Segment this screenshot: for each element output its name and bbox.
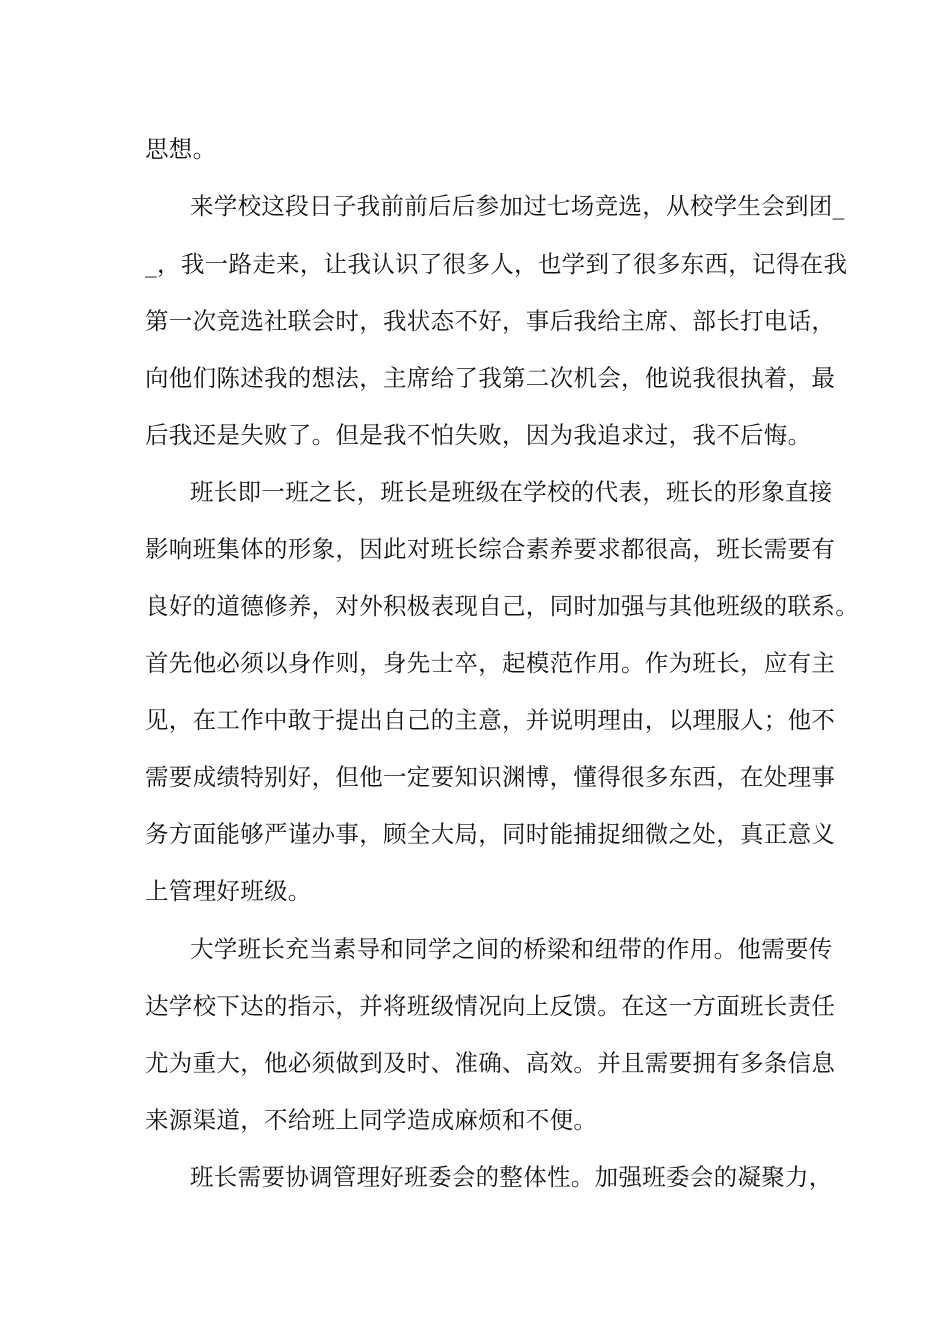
text-line: 思想。	[145, 135, 217, 163]
paragraph-first-line: 大学班长充当素导和同学之间的桥梁和纽带的作用。他需要传	[190, 935, 833, 963]
text-line: 良好的道德修养，对外积极表现自己，同时加强与其他班级的联系。	[145, 592, 859, 620]
text-line: 后我还是失败了。但是我不怕失败，因为我追求过，我不后悔。	[145, 421, 812, 449]
text-line: 见，在工作中敢于提出自己的主意，并说明理由，以理服人；他不	[145, 706, 836, 734]
text-line: 务方面能够严谨办事，顾全大局，同时能捕捉细微之处，真正意义	[145, 820, 836, 848]
text-line: 第一次竞选社联会时，我状态不好，事后我给主席、部长打电话，	[145, 307, 836, 335]
text-line: 需要成绩特别好，但他一定要知识渊博，懂得很多东西，在处理事	[145, 763, 836, 791]
paragraph-first-line: 班长即一班之长，班长是班级在学校的代表，班长的形象直接	[190, 478, 833, 506]
text-line: 尤为重大，他必须做到及时、准确、高效。并且需要拥有多条信息	[145, 1049, 836, 1077]
text-line: 向他们陈述我的想法，主席给了我第二次机会，他说我很执着，最	[145, 364, 836, 392]
text-line: 来源渠道，不给班上同学造成麻烦和不便。	[145, 1106, 598, 1134]
text-line: 达学校下达的指示，并将班级情况向上反馈。在这一方面班长责任	[145, 992, 836, 1020]
text-line: _，我一路走来，让我认识了很多人，也学到了很多东西，记得在我	[145, 250, 848, 278]
text-line: 上管理好班级。	[145, 877, 312, 905]
paragraph-first-line: 班长需要协调管理好班委会的整体性。加强班委会的凝聚力，	[190, 1163, 833, 1191]
paragraph-first-line: 来学校这段日子我前前后后参加过七场竞选，从校学生会到团_	[190, 192, 845, 220]
text-line: 首先他必须以身作则，身先士卒，起模范作用。作为班长，应有主	[145, 649, 836, 677]
text-line: 影响班集体的形象，因此对班长综合素养要求都很高，班长需要有	[145, 535, 836, 563]
